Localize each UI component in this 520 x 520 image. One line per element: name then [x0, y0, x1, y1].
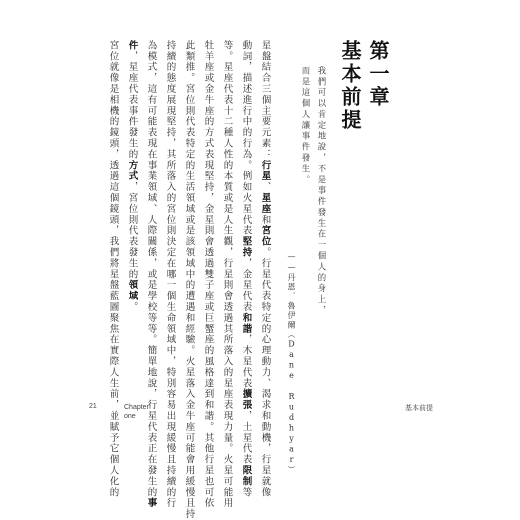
bold-term: 領域 [126, 279, 138, 302]
text-run: 為模式，這有可能表現在事業領域、人際關係，或是學校等等。簡單地說，行星代表正在發生的 [145, 40, 157, 498]
body-line [146, 40, 156, 509]
bold-term: 星座 [259, 192, 271, 215]
bold-term: 事 [145, 497, 157, 509]
page-number: 21 [89, 403, 97, 410]
bold-term: 限制 [240, 465, 252, 487]
bold-term: 方式 [126, 159, 138, 182]
text-run: 宮位就像是相機的鏡頭，透過這個鏡頭，我們將星盤藍圖聚焦在實際人生前，並賦予它個人化的 [107, 40, 119, 498]
text-run: 星盤結合三個主要元素： [259, 40, 271, 160]
running-head-line: Chapter [124, 404, 149, 411]
body-line [165, 40, 175, 509]
text-run: 。行星代表特定的心理動力、渴求和動機，行星就像 [259, 247, 271, 498]
text-run: 。 [126, 301, 138, 313]
epigraph-line: 而是這個人讓事件發生。 [301, 66, 311, 186]
text-run: 牡羊座或金牛座的方式表現堅持，金星則會透過雙子座或巨蟹座的風格達到和諧。其他行星也可依 [202, 40, 214, 509]
text-run: 動詞，描述進行中的行為。例如火星代表 [240, 40, 252, 237]
bold-term: 件 [126, 40, 138, 51]
body-line [127, 40, 137, 313]
chapter-number: 第一章 [366, 40, 390, 109]
body-line [184, 40, 194, 520]
text-run: 等 [240, 486, 252, 498]
bold-term: 堅持 [240, 236, 252, 259]
running-head-line: one [124, 413, 136, 420]
running-head [124, 403, 149, 421]
body-line [222, 40, 232, 509]
text-run: 此類推。宮位則代表特定的生活領域或是該領域中的遭遇和經驗。火星落入金牛座可能會用緩慢且持 [183, 40, 195, 520]
text-run: ，宮位則代表發生的 [126, 181, 138, 280]
epigraph-line: 我們可以肯定地說，不是事件發生在一個人的身上， [317, 66, 327, 317]
body-line [241, 40, 251, 498]
text-run: 等。星座代表十二種人性的本質或是人生觀，行星則會透過其所落入的星座表現力量。火星可能用 [221, 40, 233, 509]
text-run: 和 [259, 214, 271, 226]
text-run: ，星座代表事件發生的 [126, 50, 138, 160]
text-run: ，土星代表 [240, 410, 252, 466]
text-run: ，金星代表 [240, 258, 252, 313]
chapter-title: 基本前提 [338, 40, 362, 132]
bold-term: 行星 [259, 159, 271, 182]
epigraph-attribution: ——丹恩．魯伊爾（Dane Rudhyar） [287, 252, 296, 475]
text-run: 、 [259, 181, 271, 193]
text-run: 持續的態度展現堅持，其所落入的宮位則決定在哪一個生命領域中，特別容易出現緩慢且持續的行 [164, 40, 176, 509]
bold-term: 擴張 [240, 388, 252, 411]
bold-term: 和諧 [240, 312, 252, 335]
bold-term: 宮位 [259, 225, 271, 248]
body-line [260, 40, 270, 498]
text-run: ，木星代表 [240, 334, 252, 389]
body-line [203, 40, 213, 509]
body-line [108, 40, 118, 498]
running-title: 基本前提 [405, 404, 433, 412]
